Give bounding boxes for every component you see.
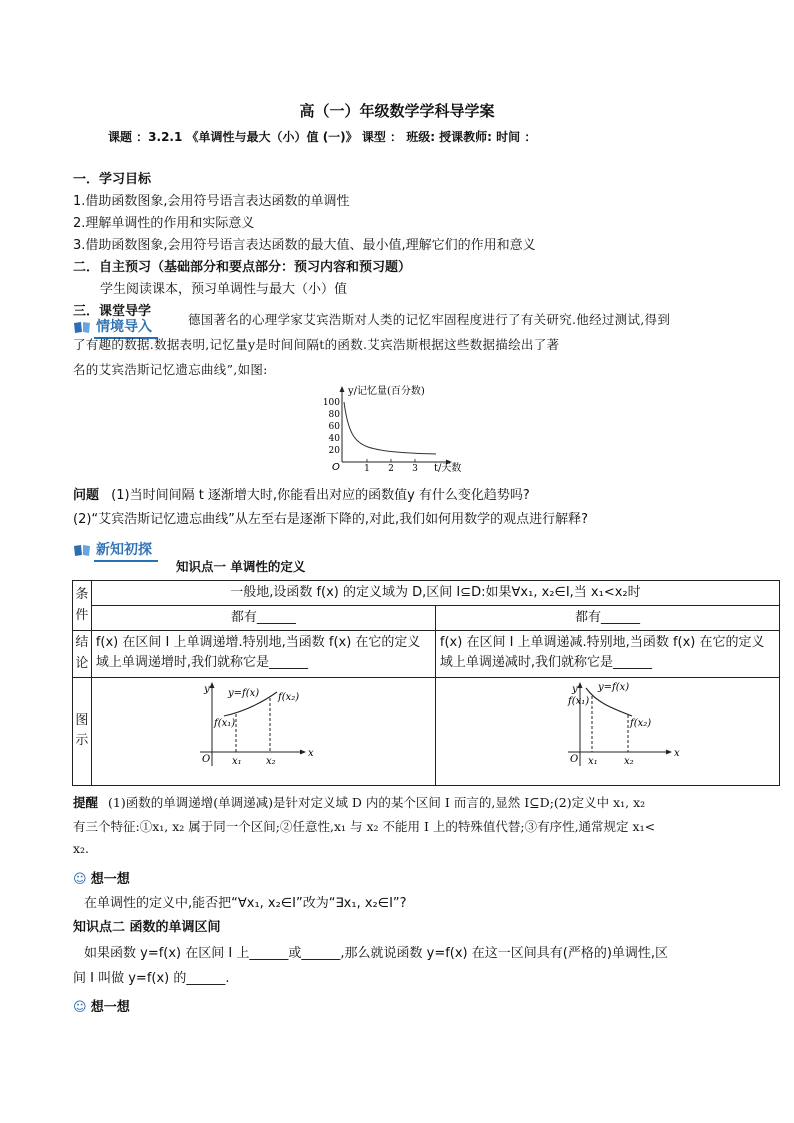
inc-curve-label: y=f(x) xyxy=(227,687,259,699)
question-row xyxy=(73,484,530,503)
decreasing-graph xyxy=(436,678,756,778)
dec-curve-label: y=f(x) xyxy=(597,681,630,693)
chart-ytick-40: 40 xyxy=(328,434,340,444)
goal-item-1: 1.借助函数图象,会用符号语言表达函数的单调性 xyxy=(73,194,350,209)
chart-xtick-3: 3 xyxy=(412,464,418,474)
chart-y-label: y/记忆量(百分数) xyxy=(348,386,425,397)
question-2: (2)“艾宾浩斯记忆遗忘曲线”从左至右是逐渐下降的,对此,我们如何用数学的观点进行解释? xyxy=(73,512,589,527)
think-2-label: 想一想 xyxy=(90,1000,130,1015)
reminder-line-2: 有三个特征:①x₁, x₂ 属于同一个区间;②任意性,x₁ 与 x₂ 不能用 I 上的特殊值代替;③有序性,通常规定 x₁< xyxy=(73,819,656,834)
inc-fx2-label: f(x₂) xyxy=(277,691,299,703)
monotonicity-table xyxy=(72,580,780,786)
badge-scenario-label: 情境导入 xyxy=(94,315,158,339)
book-icon xyxy=(73,320,91,334)
inc-y-label: y xyxy=(203,683,210,695)
section-goals-heading: 一．学习目标 xyxy=(73,172,152,187)
chart-curve xyxy=(344,402,436,454)
kp2-line-2: 间 I 叫做 y=f(x) 的______. xyxy=(73,971,230,986)
goal-item-2: 2.理解单调性的作用和实际意义 xyxy=(73,216,255,231)
badge-new-knowledge xyxy=(73,538,158,562)
inc-x1-label: x₁ xyxy=(231,755,242,767)
figure-decreasing xyxy=(435,677,779,785)
kp2-line-1: 如果函数 y=f(x) 在区间 I 上______或______,那么就说函数 y=f(x) 在这一区间具有(严格的)单调性,区 xyxy=(84,946,669,961)
table-row-conclusion xyxy=(73,631,780,678)
dec-x1-label: x₁ xyxy=(587,755,598,767)
kp2-heading: 知识点二 函数的单调区间 xyxy=(73,920,221,935)
condition-right: 都有______ xyxy=(435,606,779,631)
think-1-header xyxy=(73,868,130,887)
inc-x2-label: x₂ xyxy=(265,755,276,767)
conclusion-increasing: f(x) 在区间 I 上单调递增.特别地,当函数 f(x) 在它的定义域上单调递增时,我们就称它是______ xyxy=(91,631,435,678)
condition-text: 一般地,设函数 f(x) 的定义域为 D,区间 I⊆D:如果∀x₁, x₂∈I,当 x₁<x₂时 xyxy=(91,581,779,606)
lesson-info: 课题 ：3.2.1 《单调性与最大（小）值 (一)》 课型 ： 班级: 授课教师: 时间 ： xyxy=(108,130,537,144)
chart-x-label: t/天数 xyxy=(434,463,462,474)
question-1: (1)当时间间隔 t 逐渐增大时,你能看出对应的函数值y 有什么变化趋势吗? xyxy=(111,488,530,503)
inc-origin: O xyxy=(201,753,211,765)
inc-x-label: x xyxy=(307,747,314,759)
goal-item-3: 3.借助函数图象,会用符号语言表达函数的最大值、最小值,理解它们的作用和意义 xyxy=(73,238,536,253)
chart-ytick-80: 80 xyxy=(328,410,340,420)
chart-ytick-100: 100 xyxy=(322,398,340,408)
reminder-line-3: x₂. xyxy=(73,841,90,856)
chart-xtick-2: 2 xyxy=(388,464,394,474)
inc-fx1-label: f(x₁) xyxy=(213,717,235,729)
reminder-text-1: (1)函数的单调递增(单调递减)是针对定义域 D 内的某个区间 I 而言的,显然 I⊆D;(2)定义中 x₁, x₂ xyxy=(108,795,646,810)
intro-line-1: 德国著名的心理学家艾宾浩斯对人类的记忆牢固程度进行了有关研究.他经过测试,得到 xyxy=(188,312,671,327)
think-2-header xyxy=(73,996,130,1015)
page-title: 高（一）年级数学学科导学案 xyxy=(299,102,495,120)
table-row-figure xyxy=(73,677,780,785)
dec-y-label: y xyxy=(571,683,578,695)
conclusion-decreasing: f(x) 在区间 I 上单调递减.特别地,当函数 f(x) 在它的定义域上单调递减时,我们就称它是______ xyxy=(435,631,779,678)
increasing-graph xyxy=(92,678,412,778)
think-1-label: 想一想 xyxy=(90,872,130,887)
row-head-conclusion: 结论 xyxy=(73,631,92,678)
chart-origin: O xyxy=(332,462,340,473)
question-label: 问题 xyxy=(73,488,100,503)
chart-ytick-20: 20 xyxy=(328,446,340,456)
preview-text: 学生阅读课本，预习单调性与最大（小）值 xyxy=(100,282,348,297)
dec-fx2-label: f(x₂) xyxy=(629,717,652,729)
condition-left: 都有______ xyxy=(91,606,435,631)
thinking-icon: ☺ xyxy=(73,872,87,887)
table-row-condition xyxy=(73,581,780,606)
section-guide-heading: 三．课堂导学 xyxy=(73,304,152,319)
chart-xtick-1: 1 xyxy=(364,464,370,474)
section-preview-heading: 二．自主预习（基础部分和要点部分：预习内容和预习题） xyxy=(73,260,412,275)
reminder-line-1 xyxy=(73,793,645,811)
dec-x2-label: x₂ xyxy=(623,755,634,767)
dec-fx1-label: f(x₁) xyxy=(567,695,590,707)
chart-ytick-60: 60 xyxy=(328,422,340,432)
kp1-heading: 知识点一 单调性的定义 xyxy=(176,559,306,574)
dec-x-label: x xyxy=(673,747,680,759)
intro-line-3: 名的艾宾浩斯记忆遗忘曲线”,如图: xyxy=(73,362,268,377)
chart-y-arrow xyxy=(340,386,345,392)
row-head-condition: 条件 xyxy=(73,581,92,631)
row-head-figure: 图示 xyxy=(73,677,92,785)
book-icon xyxy=(73,543,91,557)
figure-increasing xyxy=(91,677,435,785)
dec-origin: O xyxy=(569,753,579,765)
intro-line-2: 了有趣的数据.数据表明,记忆量y是时间间隔t的函数.艾宾浩斯根据这些数据描绘出了著 xyxy=(73,337,560,352)
reminder-label: 提醒 xyxy=(73,795,99,810)
badge-new-knowledge-label: 新知初探 xyxy=(94,538,158,562)
thinking-icon: ☺ xyxy=(73,1000,87,1015)
forgetting-curve-chart xyxy=(318,382,488,474)
think-1-question: 在单调性的定义中,能否把“∀x₁, x₂∈I”改为“∃x₁, x₂∈I”? xyxy=(84,896,407,911)
